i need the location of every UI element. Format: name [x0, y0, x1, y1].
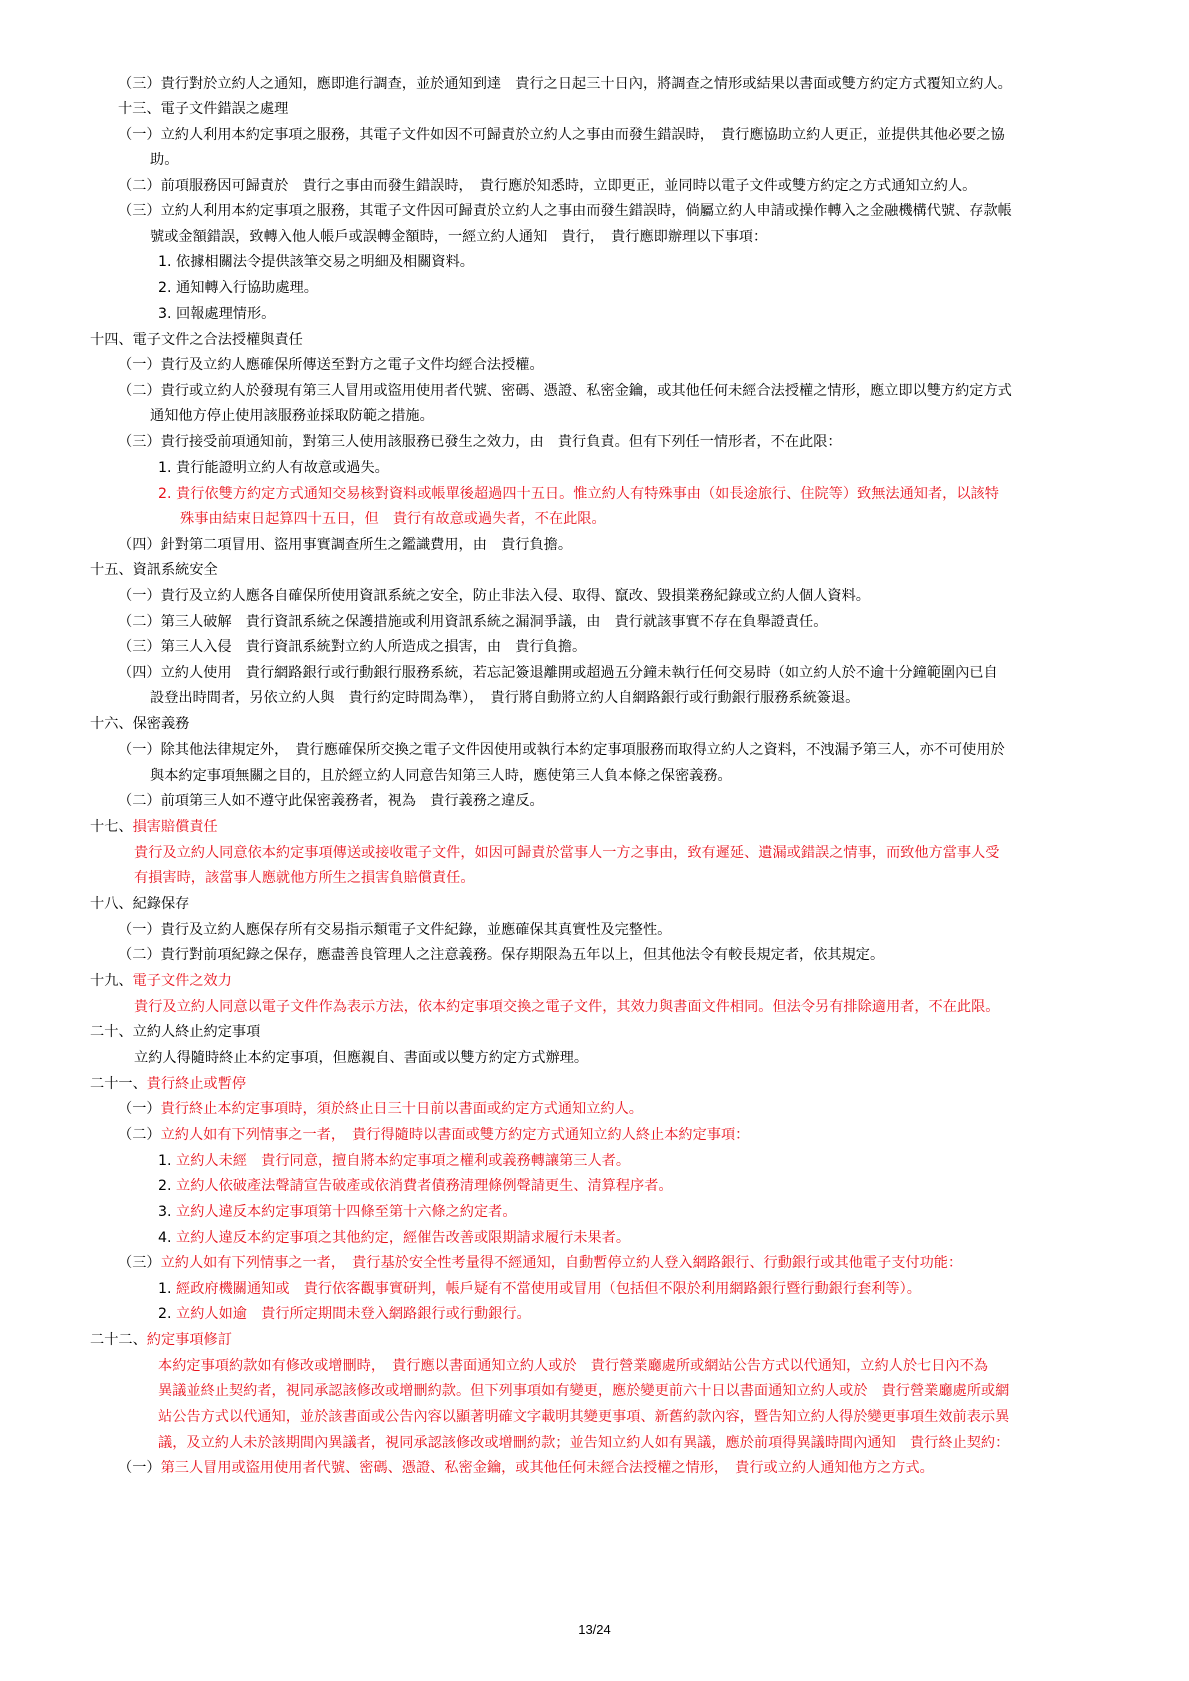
- text-line: [158, 1304, 531, 1324]
- text-line: 立約人得隨時終止本約定事項，但應親自、書面或以雙方約定方式辦理。: [134, 1050, 589, 1066]
- line-heading: 2.: [158, 1306, 177, 1322]
- text-line: （三）貴行對於立約人之通知，應即進行調查，並於通知到達 貴行之日起三十日內，將調查之情形或結果以書面或雙方約定方式覆知立約人。: [118, 76, 1012, 92]
- text-line: （一）貴行及立約人應各自確保所使用資訊系統之安全，防止非法入侵、取得、竄改、毀損業務紀錄或立約人個人資料。: [118, 588, 870, 604]
- text-line: 有損害時，該當事人應就他方所生之損害負賠償責任。: [134, 870, 475, 886]
- text-line: 十八、紀錄保存: [90, 896, 190, 912]
- text-line: 貴行及立約人同意以電子文件作為表示方法，依本約定事項交換之電子文件，其效力與書面文件相同。但法令另有排除適用者，不在此限。: [134, 999, 1000, 1015]
- text-line: [90, 1330, 232, 1350]
- line-emphasis: 貴行終止本約定事項時，須於終止日三十日前以書面或約定方式通知立約人。: [160, 1101, 643, 1117]
- text-line: [158, 1279, 921, 1299]
- line-emphasis: 貴行終止或暫停: [146, 1076, 247, 1092]
- text-line: （二）第三人破解 貴行資訊系統之保護措施或利用資訊系統之漏洞爭議，由 貴行就該事實不存在負舉證責任。: [118, 614, 828, 630]
- text-line: （一）貴行及立約人應保存所有交易指示類電子文件紀錄，並應確保其真實性及完整性。: [118, 922, 672, 938]
- line-emphasis: 約定事項修訂: [146, 1332, 232, 1348]
- line-heading: 4.: [158, 1230, 177, 1246]
- text-line: （二）貴行或立約人於發現有第三人冒用或盜用使用者代號、密碼、憑證、私密金鑰，或其他任何未經合法授權之情形，應立即以雙方約定方式: [118, 383, 1012, 399]
- text-line: 殊事由結束日起算四十五日，但 貴行有故意或過失者，不在此限。: [180, 511, 606, 527]
- text-line: [118, 1253, 962, 1273]
- text-line: 二十、立約人終止約定事項: [90, 1024, 261, 1040]
- text-line: 十六、保密義務: [90, 716, 190, 732]
- text-line: 助。: [150, 152, 179, 168]
- text-line: [158, 1176, 673, 1196]
- text-line: [158, 1202, 517, 1222]
- text-line: 2. 貴行依雙方約定方式通知交易核對資料或帳單後超過四十五日。惟立約人有特殊事由（如長途旅行、住院等）致無法通知者，以該特: [158, 486, 999, 502]
- line-heading: （一）: [118, 1460, 161, 1476]
- text-line: 設登出時間者，另依立約人與 貴行約定時間為準）， 貴行將自動將立約人自網路銀行或行動銀行服務系統簽退。: [150, 690, 860, 706]
- line-emphasis: 損害賠償責任: [132, 819, 218, 835]
- text-line: （一）除其他法律規定外， 貴行應確保所交換之電子文件因使用或執行本約定事項服務而取得立約人之資料，不洩漏予第三人，亦不可使用於: [118, 742, 1005, 758]
- line-heading: 1.: [158, 1153, 177, 1169]
- line-heading: 2.: [158, 1178, 177, 1194]
- line-heading: 十七、: [90, 819, 133, 835]
- line-heading: 十九、: [90, 973, 133, 989]
- line-heading: 3.: [158, 1204, 177, 1220]
- text-line: 與本約定事項無關之目的，且於經立約人同意告知第三人時，應使第三人負本條之保密義務。: [150, 768, 732, 784]
- text-line: [158, 1228, 630, 1248]
- text-line: 本約定事項約款如有修改或增刪時， 貴行應以書面通知立約人或於 貴行營業廳處所或網站公告方式以代通知，立約人於七日內不為: [158, 1358, 988, 1374]
- line-emphasis: 立約人違反本約定事項第十四條至第十六條之約定者。: [176, 1204, 517, 1220]
- text-line: （三）貴行接受前項通知前，對第三人使用該服務已發生之效力，由 貴行負責。但有下列任一情形者，不在此限：: [118, 434, 842, 450]
- text-line: 站公告方式以代通知，並於該書面或公告內容以顯著明確文字載明其變更事項、新舊約款內容，暨告知立約人得於變更事項生效前表示異: [158, 1409, 1010, 1425]
- text-line: [90, 817, 218, 837]
- line-heading: 二十一、: [90, 1076, 147, 1092]
- line-heading: （三）: [118, 1255, 161, 1271]
- text-line: [118, 1458, 934, 1478]
- text-line: 貴行及立約人同意依本約定事項傳送或接收電子文件，如因可歸責於當事人一方之事由，致有遲延、遺漏或錯誤之情事，而致他方當事人受: [134, 845, 1000, 861]
- text-line: （二）貴行對前項紀錄之保存，應盡善良管理人之注意義務。保存期限為五年以上，但其他法令有較長規定者，依其規定。: [118, 947, 885, 963]
- text-line: 3. 回報處理情形。: [158, 306, 276, 322]
- text-line: （四）針對第二項冒用、盜用事實調查所生之鑑識費用，由 貴行負擔。: [118, 537, 573, 553]
- line-emphasis: 立約人如有下列情事之一者， 貴行基於安全性考量得不經通知，自動暫停立約人登入網路銀行、行動銀行或其他電子支付功能：: [160, 1255, 963, 1271]
- text-line: （一）貴行及立約人應確保所傳送至對方之電子文件均經合法授權。: [118, 357, 544, 373]
- text-line: 十四、電子文件之合法授權與責任: [90, 332, 303, 348]
- text-line: 異議並終止契約者，視同承認該修改或增刪約款。但下列事項如有變更，應於變更前六十日以書面通知立約人或於 貴行營業廳處所或網: [158, 1383, 1010, 1399]
- line-emphasis: 立約人依破產法聲請宣告破產或依消費者債務清理條例聲請更生、清算程序者。: [176, 1178, 673, 1194]
- text-line: 1. 依據相關法令提供該筆交易之明細及相關資料。: [158, 254, 474, 270]
- text-line: （三）立約人利用本約定事項之服務，其電子文件因可歸責於立約人之事由而發生錯誤時，倘屬立約人申請或操作轉入之金融機構代號、存款帳: [118, 203, 1012, 219]
- text-line: 十三、電子文件錯誤之處理: [118, 101, 289, 117]
- text-line: 1. 貴行能證明立約人有故意或過失。: [158, 460, 389, 476]
- text-line: （四）立約人使用 貴行網路銀行或行動銀行服務系統，若忘記簽退離開或超過五分鐘未執行任何交易時（如立約人於不逾十分鐘範圍內已自: [118, 665, 998, 681]
- line-emphasis: 立約人如逾 貴行所定期間未登入網路銀行或行動銀行。: [176, 1306, 531, 1322]
- line-heading: （一）: [118, 1101, 161, 1117]
- line-emphasis: 第三人冒用或盜用使用者代號、密碼、憑證、私密金鑰，或其他任何未經合法授權之情形， 貴行或立約人通知他方之方式。: [160, 1460, 934, 1476]
- text-line: [90, 1074, 246, 1094]
- text-line: [118, 1125, 749, 1145]
- line-heading: 1.: [158, 1281, 177, 1297]
- line-emphasis: 立約人如有下列情事之一者， 貴行得隨時以書面或雙方約定方式通知立約人終止本約定事項：: [160, 1127, 750, 1143]
- text-line: 十五、資訊系統安全: [90, 562, 218, 578]
- text-line: 2. 通知轉入行協助處理。: [158, 280, 318, 296]
- text-line: （二）前項服務因可歸責於 貴行之事由而發生錯誤時， 貴行應於知悉時，立即更正，並同時以電子文件或雙方約定之方式通知立約人。: [118, 178, 977, 194]
- line-heading: （二）: [118, 1127, 161, 1143]
- line-heading: 二十二、: [90, 1332, 147, 1348]
- text-line: （二）前項第三人如不遵守此保密義務者，視為 貴行義務之違反。: [118, 793, 544, 809]
- text-line: [158, 1151, 630, 1171]
- text-line: （一）立約人利用本約定事項之服務，其電子文件如因不可歸責於立約人之事由而發生錯誤時， 貴行應協助立約人更正，並提供其他必要之協: [118, 127, 1005, 143]
- line-emphasis: 電子文件之效力: [132, 973, 232, 989]
- text-line: [90, 971, 232, 991]
- line-emphasis: 立約人未經 貴行同意，擅自將本約定事項之權利或義務轉讓第三人者。: [176, 1153, 631, 1169]
- page-number: 13/24: [578, 1622, 611, 1637]
- text-line: [118, 1099, 643, 1119]
- text-line: 號或金額錯誤，致轉入他人帳戶或誤轉金額時，一經立約人通知 貴行， 貴行應即辦理以下事項：: [150, 229, 768, 245]
- line-emphasis: 立約人違反本約定事項之其他約定，經催告改善或限期請求履行未果者。: [176, 1230, 631, 1246]
- text-line: 通知他方停止使用該服務並採取防範之措施。: [150, 408, 434, 424]
- line-emphasis: 經政府機關通知或 貴行依客觀事實研判，帳戶疑有不當使用或冒用（包括但不限於利用網路銀行暨行動銀行套利等）。: [176, 1281, 921, 1297]
- text-line: （三）第三人入侵 貴行資訊系統對立約人所造成之損害，由 貴行負擔。: [118, 639, 587, 655]
- text-line: 議，及立約人未於該期間內異議者，視同承認該修改或增刪約款；並告知立約人如有異議，應於前項得異議時間內通知 貴行終止契約：: [158, 1435, 1010, 1451]
